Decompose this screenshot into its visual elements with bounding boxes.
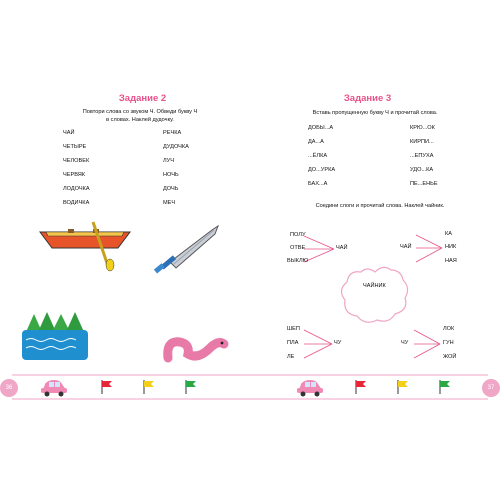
syllable-instruction: Соедини слоги и прочитай слова. Наклей чайник. <box>315 203 445 209</box>
task-2-instruction-line-2: в словах. Наклей дудочку. <box>106 117 174 123</box>
yellow-flag-icon <box>396 379 410 395</box>
task-2-instruction-line-1: Повтори слова со звуком Ч. Обведи букву Ч <box>82 109 198 115</box>
fill-in-word: ...ЁЛКА <box>308 153 328 159</box>
word-list-item: ЧЕЛОВЕК <box>63 158 90 164</box>
syllable-left: ЛЕ <box>287 354 295 360</box>
fill-in-word: БАХ...А <box>308 181 328 187</box>
syllable-right: НИК <box>445 244 457 250</box>
car-icon <box>296 377 324 397</box>
page-number-right: 37 <box>482 379 500 397</box>
word-list-item: ДОЧЬ <box>163 186 179 192</box>
fill-in-word: ДОБЫ...А <box>308 125 334 131</box>
fill-in-word: ДА...А <box>308 139 324 145</box>
green-flag-icon <box>184 379 198 395</box>
bottom-decorative-band <box>0 373 500 401</box>
task-3-instruction: Вставь пропущенную букву Ч и прочитай слова. <box>312 110 438 116</box>
syllable-left: ПЛА <box>287 340 299 346</box>
syllable-right: НАЯ <box>445 258 457 264</box>
green-flag-icon <box>438 379 452 395</box>
kettle-label: ЧАЙНИК <box>363 283 386 289</box>
word-list-item: ЧАЙ <box>63 130 75 136</box>
word-list-item: НОЧЬ <box>163 172 179 178</box>
word-list-item: ДУДОЧКА <box>163 144 189 150</box>
fill-in-word: УДО...КА <box>410 167 434 173</box>
syllable-left: ОТВЕ <box>290 245 306 251</box>
word-list-item: ЧЕРВЯК <box>63 172 86 178</box>
syllable-left: ПОЛУ <box>290 232 306 238</box>
syllable-source: ЧУ <box>401 340 409 346</box>
task-2-title: Задание 2 <box>118 93 167 104</box>
page-number-left: 36 <box>0 379 18 397</box>
fill-in-word: ...ЕПУХА <box>410 153 434 159</box>
word-list-item: ЧЕТЫРЕ <box>63 144 87 150</box>
syllable-target: ЧУ <box>334 340 342 346</box>
task-3-title: Задание 3 <box>343 93 392 104</box>
word-list-item: МЕЧ <box>163 200 176 206</box>
fill-in-word: КИРПИ... <box>410 139 434 145</box>
fill-in-word: КРЮ...ОК <box>410 125 435 131</box>
syllable-right: ЛОК <box>443 326 455 332</box>
word-list-item: ЛУЧ <box>163 158 174 164</box>
red-flag-icon <box>354 379 368 395</box>
red-flag-icon <box>100 379 114 395</box>
syllable-source: ЧАЙ <box>400 244 412 250</box>
syllable-right: ГУН <box>443 340 454 346</box>
syllable-left: ВЫКЛЮ <box>287 258 309 264</box>
syllable-right: КА <box>445 231 452 237</box>
fill-in-word: ПЕ...ЕНЬЕ <box>410 181 438 187</box>
car-icon <box>40 377 68 397</box>
syllable-left: ШЕП <box>287 326 300 332</box>
syllable-target: ЧАЙ <box>336 245 348 251</box>
yellow-flag-icon <box>142 379 156 395</box>
word-list-item: РЕЧКА <box>163 130 182 136</box>
fill-in-word: ДО...УРКА <box>308 167 336 173</box>
syllable-right: ЖОЙ <box>443 354 457 360</box>
word-list-item: ВОДИЧКА <box>63 200 90 206</box>
word-list-item: ЛОДОЧКА <box>63 186 90 192</box>
